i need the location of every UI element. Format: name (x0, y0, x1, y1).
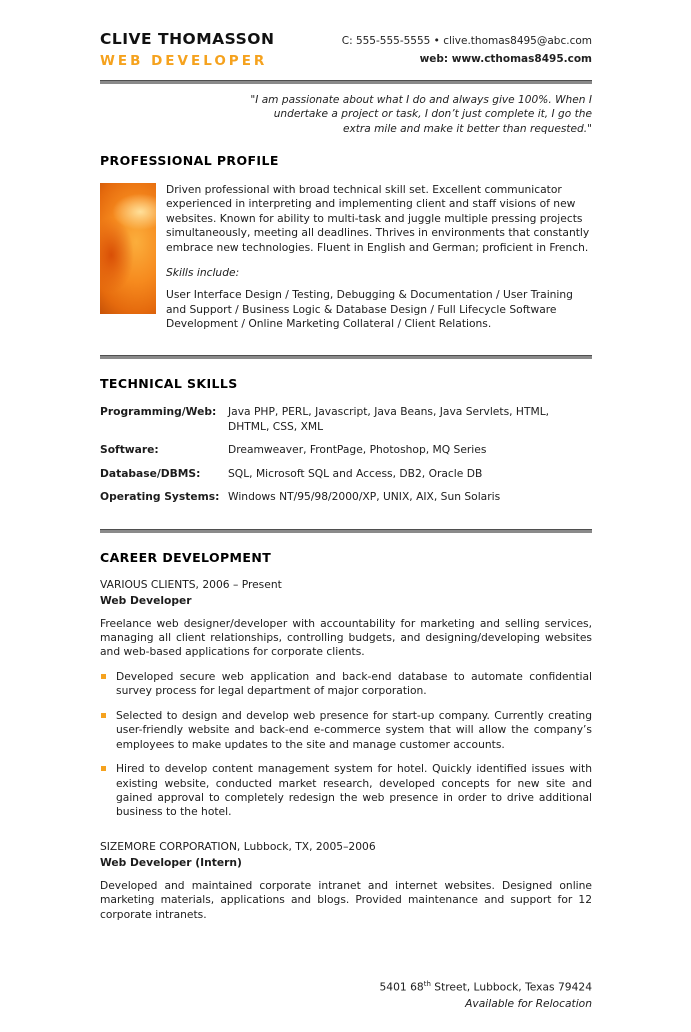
footer (380, 979, 593, 1012)
contact-phone-email: C: 555-555-5555 • clive.thomas8495@abc.com (341, 35, 592, 48)
profile-section (100, 183, 592, 332)
skills-include-body: User Interface Design / Testing, Debugging & Documentation / User Training and Support / Business Logic & Database Design / Full Lifecycle Software Development / Online Marketing Collateral / Client Relations. (166, 288, 573, 330)
skill-row-value: Dreamweaver, FrontPage, Photoshop, MQ Series (228, 443, 487, 457)
bullet-text: Selected to design and develop web presence for start-up company. Currently creating user-friendly website and back-end e-commerce system that will allow the company’s employees to make updates to the site and manage customer accounts. (116, 708, 592, 751)
job-summary: Freelance web designer/developer with accountability for marketing and selling services, managing all client relationships, controlling budgets, and designing/developing websites and web-based applications for corporate clients. (100, 616, 592, 659)
flower-photo (100, 183, 156, 314)
job-entry-2 (100, 840, 592, 922)
footer-address-ordinal: th (423, 980, 431, 989)
contact-website: web: www.cthomas8495.com (419, 53, 592, 66)
list-item (100, 709, 592, 752)
list-item (100, 762, 592, 820)
job-title: Web Developer (Intern) (100, 855, 242, 869)
profile-body: Driven professional with broad technical skill set. Excellent communicator experienced in interpreting and implementing client and staff visions of new websites. Known for ability to multi-task and juggle multiple pressing projects simultaneously, meeting all deadlines. Thrives in environments that constantly embrace new technologies. Fluent in English and German; proficient in French. (166, 182, 590, 254)
skill-row-label: Operating Systems: (100, 490, 220, 504)
technical-skills-table (100, 405, 592, 504)
footer-address-number: 5401 68 (379, 981, 424, 995)
header-divider (100, 80, 592, 84)
table-row (100, 405, 592, 434)
skill-row-label: Software: (100, 443, 159, 457)
skills-include-label: Skills include: (166, 266, 240, 280)
section-heading-profile: PROFESSIONAL PROFILE (100, 152, 279, 168)
list-item (100, 670, 592, 699)
personal-quote: "I am passionate about what I do and always give 100%. When I undertake a project or task, I don’t just complete it, I go the extra mile and make it better than requested." (250, 94, 592, 135)
profile-text-column (166, 183, 592, 332)
candidate-title: WEB DEVELOPER (100, 53, 268, 69)
skill-row-value: Java PHP, PERL, Javascript, Java Beans, Java Servlets, HTML, DHTML, CSS, XML (228, 405, 550, 433)
bullet-text: Hired to develop content management system for hotel. Quickly identified issues with existing website, conducted market research, developed concepts for new site and gained approval to completely redesign the web presence in order to drive additional business to the hotel. (116, 762, 592, 819)
bullet-text: Developed secure web application and back-end database to automate confidential survey process for legal department of major corporation. (116, 669, 592, 698)
bullet-square-icon (101, 674, 106, 679)
section-heading-career: CAREER DEVELOPMENT (100, 549, 272, 565)
job-entry-1 (100, 578, 592, 820)
skill-row-label: Database/DBMS: (100, 466, 201, 480)
skill-row-label: Programming/Web: (100, 405, 217, 419)
section-heading-technical: TECHNICAL SKILLS (100, 376, 238, 392)
employer-line: VARIOUS CLIENTS, 2006 – Present (100, 577, 282, 591)
header (100, 30, 592, 69)
employer-line: SIZEMORE CORPORATION, Lubbock, TX, 2005–2006 (100, 839, 376, 853)
footer-address-rest: Street, Lubbock, Texas 79424 (430, 981, 592, 995)
table-row (100, 443, 592, 457)
job-title: Web Developer (100, 593, 192, 607)
candidate-name: CLIVE THOMASSON (100, 30, 275, 48)
table-row (100, 490, 592, 504)
table-row (100, 467, 592, 481)
skill-row-value: Windows NT/95/98/2000/XP, UNIX, AIX, Sun Solaris (228, 490, 501, 504)
header-identity (100, 30, 274, 69)
job-summary: Developed and maintained corporate intranet and internet websites. Designed online marketing materials, applications and blogs. Provided maintenance and support for 12 corporate intranets. (100, 878, 592, 921)
skill-row-value: SQL, Microsoft SQL and Access, DB2, Oracle DB (228, 466, 483, 480)
footer-address (380, 979, 593, 996)
section-divider-technical (100, 355, 592, 359)
bullet-square-icon (101, 766, 106, 771)
section-divider-career (100, 529, 592, 533)
contact-block (342, 33, 592, 69)
bullet-square-icon (101, 713, 106, 718)
footer-relocation: Available for Relocation (465, 997, 592, 1011)
